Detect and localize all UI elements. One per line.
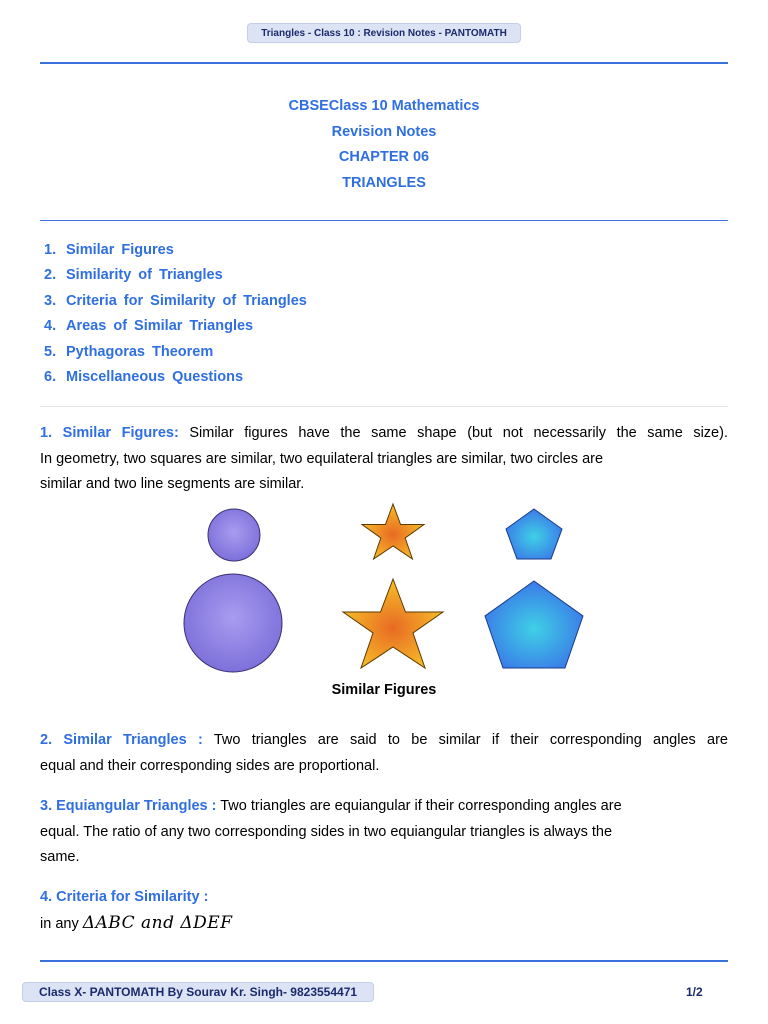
toc-item-label: Similar Figures: [66, 242, 174, 258]
small-circle: [208, 509, 260, 561]
para-line: [40, 794, 728, 820]
toc-item-label: Similarity of Triangles: [66, 267, 223, 284]
large-pentagon: [485, 581, 583, 668]
toc-item-label: Miscellaneous Questions: [66, 368, 244, 385]
footer-credit: Class X- PANTOMATH By Sourav Kr. Singh- 9823554471: [22, 982, 374, 1002]
section-similar-triangles: [40, 728, 728, 779]
title-rule: [40, 220, 728, 221]
small-pentagon: [506, 509, 562, 559]
title-line-1: CBSEClass 10 Mathematics: [288, 98, 480, 114]
title-block: [0, 96, 768, 199]
toc-item-number: 6.: [44, 368, 57, 385]
para-line: [40, 911, 728, 938]
title-line-4: TRIANGLES: [342, 175, 426, 192]
toc-item[interactable]: [44, 368, 544, 393]
math-expression: ΔABC and ΔDEF: [82, 912, 233, 933]
section-similar-figures: [40, 421, 728, 498]
para-text: Two triangles are said to be similar if their corresponding angles are: [202, 732, 729, 748]
para-line: [40, 421, 728, 447]
section-criteria: [40, 885, 728, 937]
toc-item-number: 3.: [44, 292, 57, 309]
header-rule: [40, 62, 728, 64]
toc-item[interactable]: [44, 292, 544, 317]
para-line: [40, 728, 728, 754]
toc-item-number: 5.: [44, 343, 57, 360]
toc-item-label: Pythagoras Theorem: [66, 343, 214, 360]
section-heading-text: 4. Criteria for Similarity :: [40, 889, 209, 905]
table-of-contents: [44, 241, 544, 393]
similar-figures-illustration: [0, 495, 768, 680]
title-line-3: CHAPTER 06: [338, 149, 430, 166]
toc-item[interactable]: [44, 317, 544, 342]
header-badge: Triangles - Class 10 : Revision Notes - PANTOMATH: [247, 23, 521, 43]
large-circle: [184, 574, 282, 672]
para-text: in any: [40, 915, 83, 932]
figure-caption: Similar Figures: [331, 682, 437, 698]
para-line: In geometry, two squares are similar, two equilateral triangles are similar, two circles are: [40, 450, 604, 467]
footer-rule: [40, 960, 728, 962]
para-text: Two triangles are equiangular if their corresponding angles are: [216, 798, 622, 814]
toc-divider: [40, 406, 728, 407]
section-heading: 3. Equiangular Triangles :: [40, 798, 217, 814]
page-number: 1/2: [686, 985, 703, 999]
toc-item[interactable]: [44, 241, 544, 266]
toc-item[interactable]: [44, 343, 544, 368]
large-star: [343, 579, 443, 668]
section-heading: 1. Similar Figures:: [40, 425, 179, 441]
toc-item-number: 2.: [44, 267, 57, 284]
para-line: equal. The ratio of any two corresponding sides in two equiangular triangles is always the: [40, 823, 613, 840]
para-line: same.: [40, 849, 80, 865]
toc-item-number: 1.: [44, 242, 57, 258]
section-equiangular: [40, 794, 728, 871]
para-line: equal and their corresponding sides are proportional.: [40, 757, 380, 774]
toc-item-label: Areas of Similar Triangles: [66, 318, 254, 335]
section-heading: 2. Similar Triangles :: [40, 732, 203, 748]
toc-item-number: 4.: [44, 318, 57, 335]
title-line-2: Revision Notes: [331, 123, 437, 140]
para-line: similar and two line segments are similar.: [40, 476, 305, 492]
para-text: Similar figures have the same shape (but not necessarily the same size).: [178, 425, 728, 441]
section-heading: [40, 885, 728, 911]
small-star: [362, 504, 424, 559]
toc-item[interactable]: [44, 266, 544, 291]
toc-item-label: Criteria for Similarity of Triangles: [66, 292, 307, 309]
